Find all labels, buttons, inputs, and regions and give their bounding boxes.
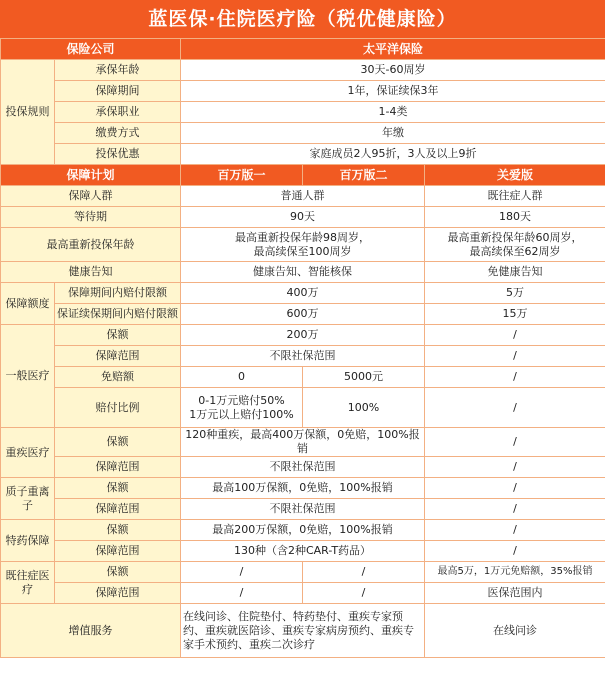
table-row [1, 367, 605, 388]
header-row-company [1, 39, 605, 60]
comparison-table-wrapper [0, 38, 605, 680]
row-value: / [425, 428, 605, 457]
table-row [1, 144, 605, 165]
row-label: 保障范围 [55, 583, 181, 604]
table-row [1, 262, 605, 283]
row-label: 增值服务 [1, 604, 181, 658]
row-value: 600万 [181, 304, 425, 325]
row-value: 普通人群 [181, 186, 425, 207]
table-row [1, 102, 605, 123]
row-value: 最高重新投保年龄60周岁， 最高续保至62周岁 [425, 228, 605, 262]
row-label: 保额 [55, 478, 181, 499]
row-value: 不限社保范围 [181, 499, 425, 520]
row-value: 0 [181, 367, 303, 388]
row-label: 保证续保期间内赔付限额 [55, 304, 181, 325]
company-label: 保险公司 [1, 39, 181, 60]
row-value: 最高5万，1万元免赔额，35%报销 [425, 562, 605, 583]
table-row [1, 325, 605, 346]
row-label: 最高重新投保年龄 [1, 228, 181, 262]
row-value: 不限社保范围 [181, 346, 425, 367]
row-value: / [303, 562, 425, 583]
plan-v2: 百万版二 [303, 165, 425, 186]
row-value: 15万 [425, 304, 605, 325]
row-value: 健康告知、智能核保 [181, 262, 425, 283]
group-label-preexisting: 既往症医疗 [1, 562, 55, 604]
row-value: 家庭成员2人95折，3人及以上9折 [181, 144, 605, 165]
row-value: / [425, 346, 605, 367]
row-label: 赔付比例 [55, 388, 181, 428]
group-label-critical: 重疾医疗 [1, 428, 55, 478]
row-label: 保额 [55, 428, 181, 457]
table-row [1, 478, 605, 499]
row-value: / [425, 325, 605, 346]
row-value: / [425, 478, 605, 499]
row-value: / [425, 541, 605, 562]
row-value: 100% [303, 388, 425, 428]
row-label: 保障范围 [55, 457, 181, 478]
row-value: / [425, 520, 605, 541]
row-label: 免赔额 [55, 367, 181, 388]
table-row [1, 304, 605, 325]
plan-v1: 百万版一 [181, 165, 303, 186]
row-value: 30天-60周岁 [181, 60, 605, 81]
row-label: 保额 [55, 520, 181, 541]
row-label: 承保年龄 [55, 60, 181, 81]
group-label-tb: 投保规则 [1, 60, 55, 165]
row-value: / [425, 499, 605, 520]
row-label: 投保优惠 [55, 144, 181, 165]
table-row [1, 228, 605, 262]
table-row [1, 583, 605, 604]
row-value: / [303, 583, 425, 604]
row-value: 在线问诊、住院垫付、特药垫付、重疾专家预约、重疾就医陪诊、重疾专家病房预约、重疾专家手术预约、重疾二次诊疗 [181, 604, 425, 658]
row-value: 90天 [181, 207, 425, 228]
row-value: / [425, 367, 605, 388]
table-row [1, 283, 605, 304]
table-row [1, 604, 605, 658]
table-row [1, 388, 605, 428]
row-value: 120种重疾，最高400万保额，0免赔，100%报销 [181, 428, 425, 457]
table-row [1, 499, 605, 520]
plan-v3: 关爱版 [425, 165, 605, 186]
table-row [1, 520, 605, 541]
row-value: 最高重新投保年龄98周岁， 最高续保至100周岁 [181, 228, 425, 262]
row-label: 等待期 [1, 207, 181, 228]
row-label: 保额 [55, 325, 181, 346]
row-value: 不限社保范围 [181, 457, 425, 478]
group-label-drug: 特药保障 [1, 520, 55, 562]
group-label-general: 一般医疗 [1, 325, 55, 428]
row-value: 医保范围内 [425, 583, 605, 604]
row-value: 既往症人群 [425, 186, 605, 207]
row-value: 最高200万保额，0免赔，100%报销 [181, 520, 425, 541]
table-row [1, 60, 605, 81]
row-label: 健康告知 [1, 262, 181, 283]
group-label-limit: 保障额度 [1, 283, 55, 325]
row-label: 保障范围 [55, 346, 181, 367]
header-row-plan [1, 165, 605, 186]
company-value: 太平洋保险 [181, 39, 605, 60]
row-value: 400万 [181, 283, 425, 304]
table-row [1, 562, 605, 583]
row-value: 年缴 [181, 123, 605, 144]
table-row [1, 207, 605, 228]
table-row [1, 428, 605, 457]
row-label: 保障期间 [55, 81, 181, 102]
table-row [1, 457, 605, 478]
row-value: 0-1万元赔付50% 1万元以上赔付100% [181, 388, 303, 428]
page-title: 蓝医保·住院医疗险（税优健康险） [0, 0, 605, 38]
plan-label: 保障计划 [1, 165, 181, 186]
table-row [1, 541, 605, 562]
row-value: / [425, 457, 605, 478]
row-label: 保障范围 [55, 499, 181, 520]
row-label: 承保职业 [55, 102, 181, 123]
row-value: 180天 [425, 207, 605, 228]
row-label: 缴费方式 [55, 123, 181, 144]
row-value: 免健康告知 [425, 262, 605, 283]
row-value: / [181, 562, 303, 583]
table-row [1, 346, 605, 367]
table-row [1, 186, 605, 207]
row-label: 保障范围 [55, 541, 181, 562]
comparison-table [0, 38, 605, 658]
row-value: 1年，保证续保3年 [181, 81, 605, 102]
row-value: 200万 [181, 325, 425, 346]
row-value: 在线问诊 [425, 604, 605, 658]
row-value: / [425, 388, 605, 428]
row-label: 保额 [55, 562, 181, 583]
row-label: 保障人群 [1, 186, 181, 207]
row-label: 保障期间内赔付限额 [55, 283, 181, 304]
group-label-proton: 质子重离子 [1, 478, 55, 520]
row-value: 1-4类 [181, 102, 605, 123]
row-value: 5000元 [303, 367, 425, 388]
row-value: 最高100万保额，0免赔，100%报销 [181, 478, 425, 499]
row-value: / [181, 583, 303, 604]
row-value: 130种（含2种CAR-T药品） [181, 541, 425, 562]
table-row [1, 81, 605, 102]
row-value: 5万 [425, 283, 605, 304]
table-row [1, 123, 605, 144]
